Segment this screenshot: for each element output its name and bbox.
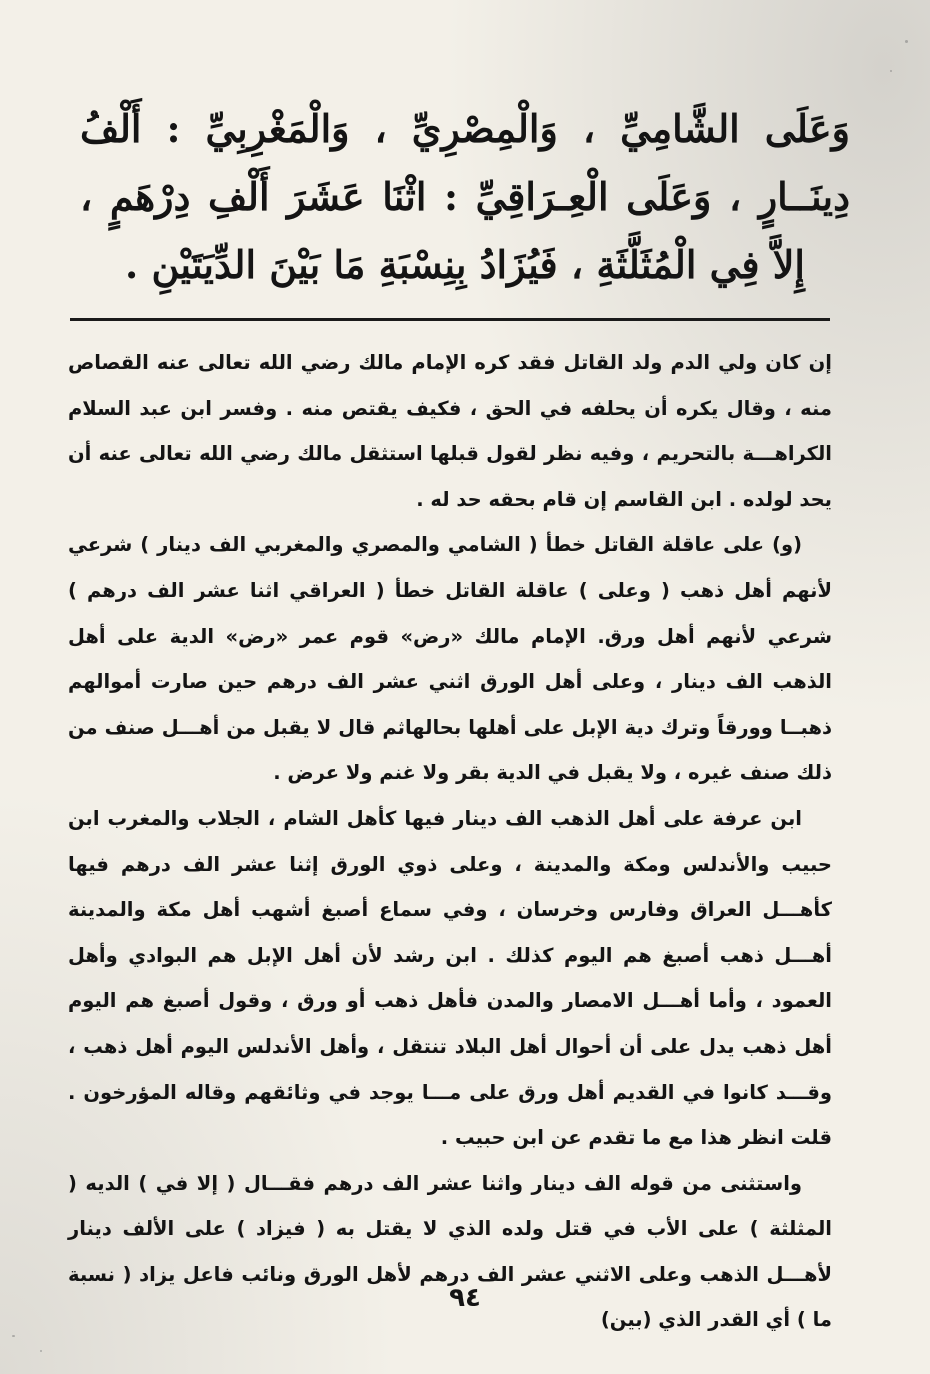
commentary-paragraph-2: (و) على عاقلة القاتل خطأ ( الشامي والمصري والمغربي الف دينار ) شرعي لأنهم أهل ذهب ( وعلى ) عاقلة القاتل خطأ ( العراقي اثنا عشر الف درهم ) شرعي لأنهم أهل ورق. الإمام مالك «رض» قوم عمر «رض» الدية على أهل الذهب الف دينار ، وعلى أهل الورق اثني عشر الف درهم حين صارت أموالهم ذهبــا وورقاً وترك دية الإبل على أهلها بحالهاثم قال لا يقبل من أهـــل صنف من ذلك صنف غيره ، ولا يقبل في الدية بقر ولا غنم ولا عرض . xyxy=(68,533,832,785)
sharh-commentary xyxy=(68,340,832,1343)
scan-speck xyxy=(40,1350,42,1352)
commentary-paragraph-3: ابن عرفة على أهل الذهب الف دينار فيها كأهل الشام ، الجلاب والمغرب ابن حبيب والأندلس ومكة والمدينة ، وعلى ذوي الورق إثنا عشر الف درهم فيها كأهـــل العراق وفارس وخرسان ، وفي سماع أصبغ أشهب أهل مكة والمدينة أهـــل ذهب أصبغ هم اليوم كذلك . ابن رشد لأن أهل الإبل هم البوادي وأهل العمود ، وأما أهـــل الامصار والمدن فأهل ذهب أو ورق ، وقول أصبغ هم اليوم أهل ذهب يدل على أن أحوال أهل البلاد تنتقل ، وأهل الأندلس اليوم أهل ذهب ، وقـــد كانوا في القديم أهل ورق على مـــا يوجد في وثائقهم وقاله المؤرخون . قلت انظر هذا مع ما تقدم عن ابن حبيب . xyxy=(68,806,832,1150)
commentary-paragraph-1: إن كان ولي الدم ولد القاتل فقد كره الإمام مالك رضي الله تعالى عنه القصاص منه ، وقال يكره أن يحلفه في الحق ، فكيف يقتص منه . وفسر ابن عبد السلام الكراهـــة بالتحريم ، وفيه نظر لقول قبلها استثقل مالك رضي الله تعالى عنه أن يحد لولده . ابن القاسم إن قام بحقه حد له . xyxy=(68,351,832,511)
matn-verse-text: وَعَلَى الشَّامِيِّ ، وَالْمِصْرِيِّ ، وَالْمَغْرِبِيِّ : أَلْفُ دِينَــارٍ ، وَعَلَى الْعِـرَاقِيِّ : اثْنَا عَشَرَ أَلْفِ دِرْهَمٍ ، إِلاَّ فِي الْمُثَلَّثَةِ ، فَيُزَادُ بِنِسْبَةِ مَا بَيْنَ الدِّيَتَيْنِ . xyxy=(80,106,850,287)
scan-speck xyxy=(905,40,908,43)
page-number: ٩٤ xyxy=(449,1283,481,1313)
scan-speck xyxy=(12,1335,15,1337)
commentary-paragraph-4: واستثنى من قوله الف دينار واثنا عشر الف درهم فقـــال ( إلا في ) الديه ( المثلثة ) على الأب في قتل ولده الذي لا يقتل به ( فيزاد ) على الألف دينار لأهـــل الذهب وعلى الاثني عشر الف درهم لأهل الورق ونائب فاعل يزاد ( نسبة ما ) أي القدر الذي (بين) xyxy=(68,1171,832,1332)
separator-rule xyxy=(70,318,830,321)
scan-speck xyxy=(890,70,892,72)
